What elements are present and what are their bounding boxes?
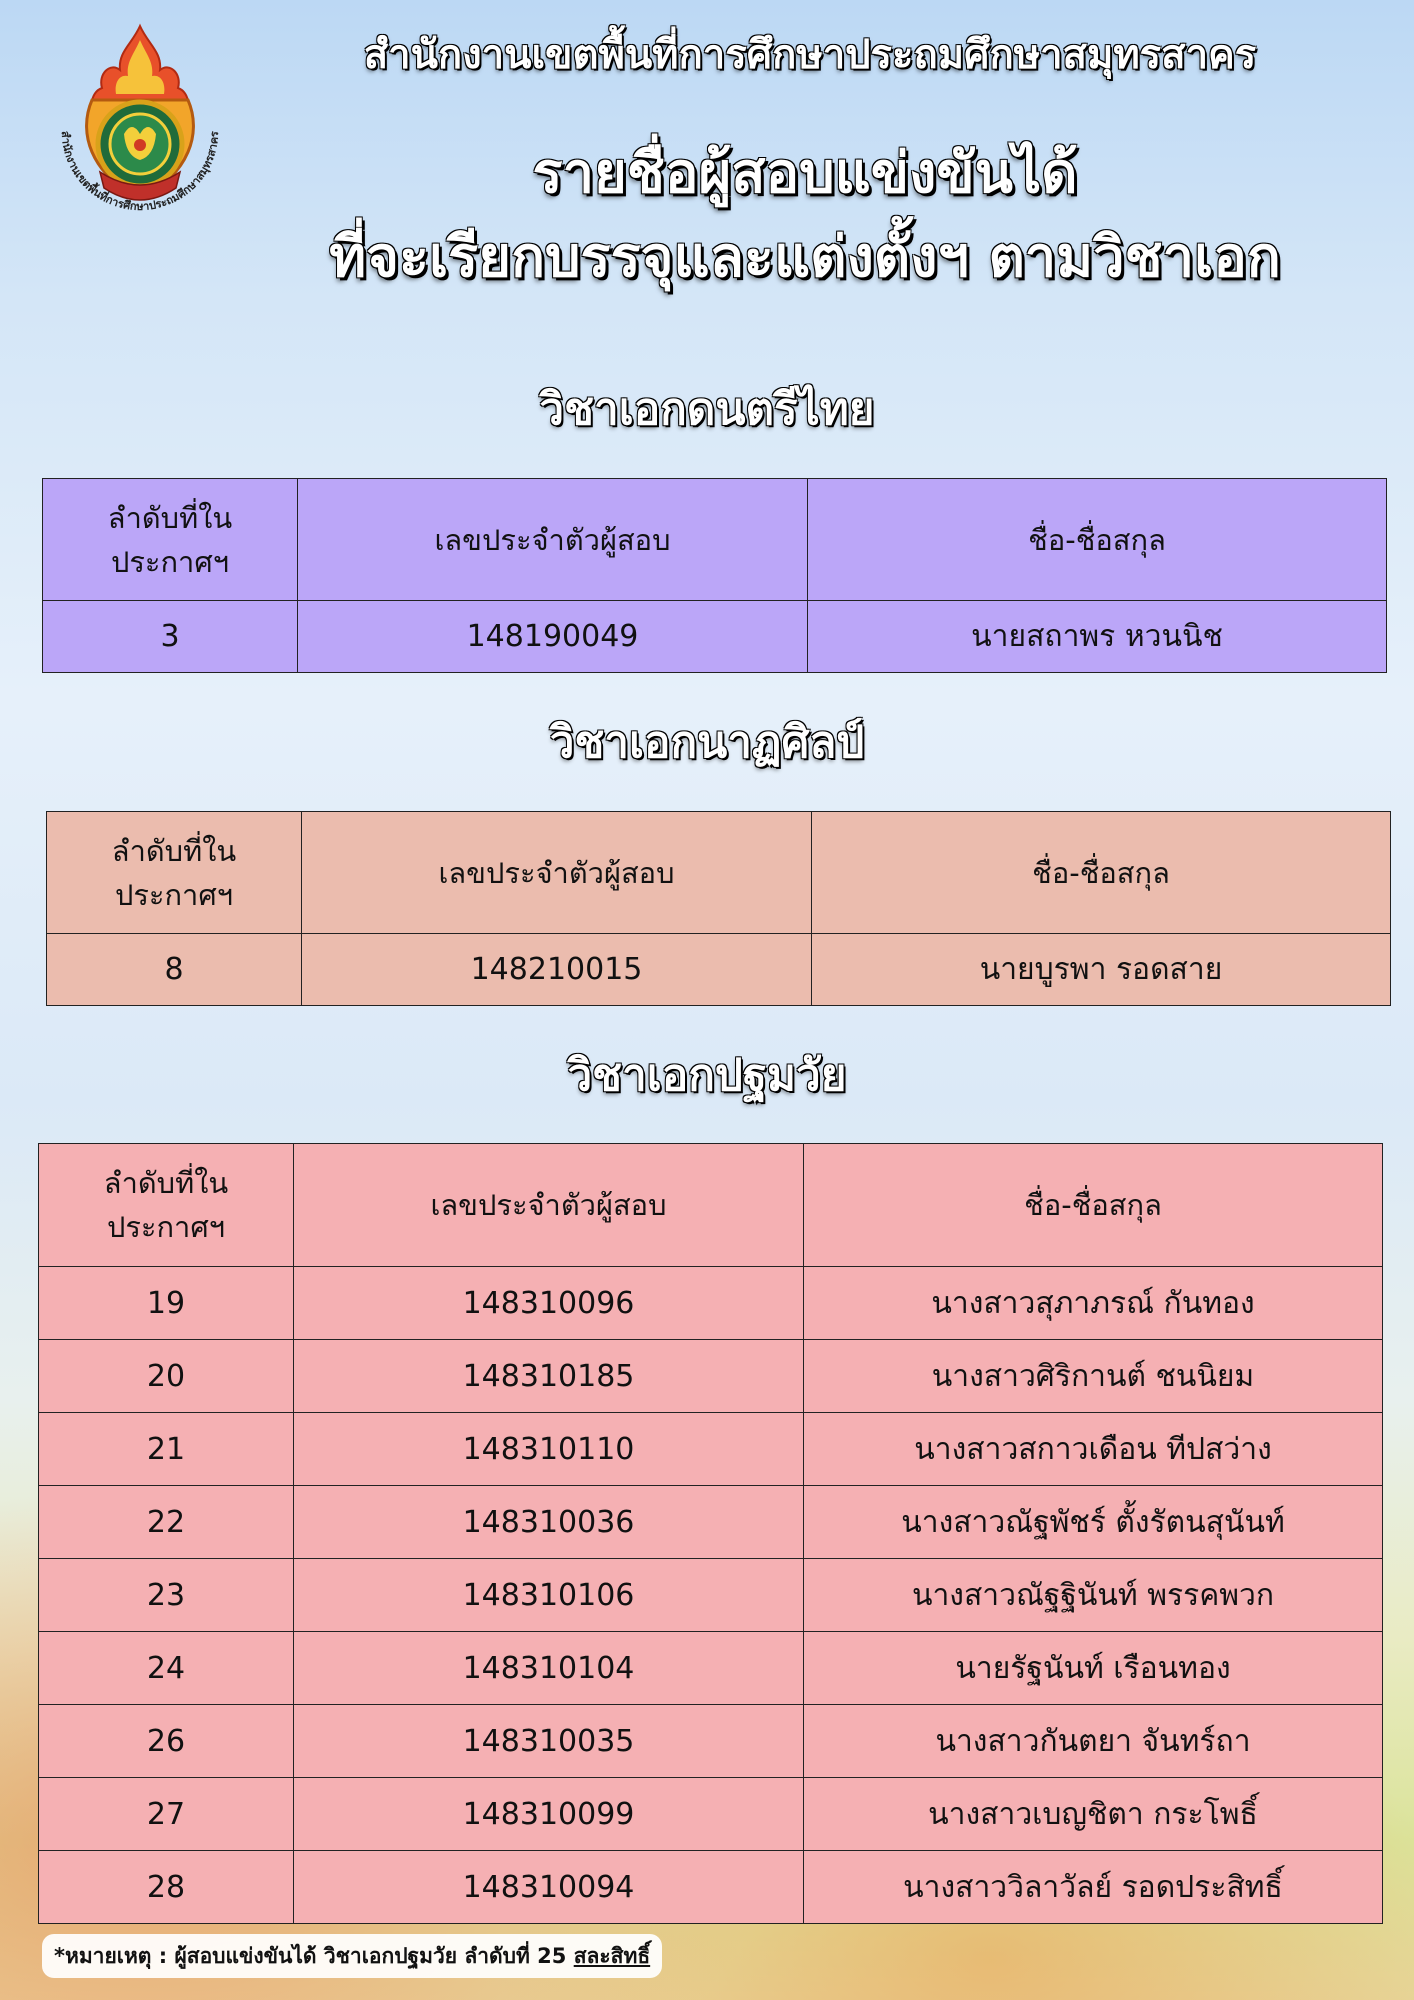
table-header-row: [43, 479, 1387, 601]
footnote: [42, 1934, 662, 1978]
table-header-row: [47, 812, 1391, 934]
name-cell: นางสาวกันตยา จันทร์ถา: [804, 1705, 1383, 1778]
id-cell: 148310110: [294, 1413, 804, 1486]
table-header-row: [39, 1144, 1383, 1267]
section-heading-thai-music: วิชาเอกดนตรีไทย: [539, 384, 875, 435]
column-header-order-line-2: ประกาศฯ: [114, 877, 234, 912]
table-row: [39, 1413, 1383, 1486]
id-cell: 148310185: [294, 1340, 804, 1413]
page-title: [220, 132, 1390, 300]
table-row: [39, 1778, 1383, 1851]
id-cell: 148310036: [294, 1486, 804, 1559]
table-row: [43, 601, 1387, 673]
name-cell: นางสาวเบญชิตา กระโพธิ์: [804, 1778, 1383, 1851]
order-cell: 19: [39, 1267, 294, 1340]
footnote-underlined: สละสิทธิ์: [573, 1944, 651, 1968]
id-cell: 148310106: [294, 1559, 804, 1632]
column-header-order-line-1: ลำดับที่ใน: [103, 1166, 229, 1200]
column-header-name: ชื่อ-ชื่อสกุล: [804, 1144, 1383, 1267]
id-cell: 148310094: [294, 1851, 804, 1924]
name-cell: นางสาวณัฐพัชร์ ตั้งรัตนสุนันท์: [804, 1486, 1383, 1559]
table-row: [39, 1705, 1383, 1778]
column-header-order: [43, 479, 298, 601]
column-header-order-line-2: ประกาศฯ: [110, 544, 230, 579]
name-cell: นางสาวสกาวเดือน ทีปสว่าง: [804, 1413, 1383, 1486]
name-cell: นายสถาพร หวนนิช: [808, 601, 1387, 673]
column-header-order: [39, 1144, 294, 1267]
column-header-id: เลขประจำตัวผู้สอบ: [302, 812, 812, 934]
order-cell: 3: [43, 601, 298, 673]
table-row: [39, 1559, 1383, 1632]
column-header-order-line-2: ประกาศฯ: [106, 1210, 226, 1244]
table-row: [39, 1340, 1383, 1413]
name-cell: นางสาวสุภาภรณ์ กันทอง: [804, 1267, 1383, 1340]
name-cell: นายบูรพา รอดสาย: [812, 934, 1391, 1006]
table-row: [39, 1486, 1383, 1559]
name-cell: นางสาวณัฐฐินันท์ พรรคพวก: [804, 1559, 1383, 1632]
order-cell: 20: [39, 1340, 294, 1413]
column-header-name: ชื่อ-ชื่อสกุล: [812, 812, 1391, 934]
page-title-line-2: ที่จะเรียกบรรจุและแต่งตั้งฯ ตามวิชาเอก: [329, 225, 1281, 290]
table-row: [39, 1632, 1383, 1705]
id-cell: 148310104: [294, 1632, 804, 1705]
order-cell: 8: [47, 934, 302, 1006]
order-cell: 22: [39, 1486, 294, 1559]
id-cell: 148210015: [302, 934, 812, 1006]
column-header-order-line-1: ลำดับที่ใน: [111, 833, 237, 868]
order-cell: 24: [39, 1632, 294, 1705]
thai-dance-table: [46, 811, 1391, 1006]
name-cell: นางสาววิลาวัลย์ รอดประสิทธิ์: [804, 1851, 1383, 1924]
page-title-line-1: รายชื่อผู้สอบแข่งขันได้: [532, 141, 1078, 206]
thai-music-table: [42, 478, 1387, 673]
early-childhood-table: [38, 1143, 1383, 1924]
table-row: [47, 934, 1391, 1006]
column-header-name: ชื่อ-ชื่อสกุล: [808, 479, 1387, 601]
order-cell: 21: [39, 1413, 294, 1486]
logo-text: สำนักงานเขตพื้นที่การศึกษาประถมศึกษาสมุทรสาคร: [58, 130, 222, 214]
column-header-id: เลขประจำตัวผู้สอบ: [294, 1144, 804, 1267]
id-cell: 148310099: [294, 1778, 804, 1851]
order-cell: 23: [39, 1559, 294, 1632]
name-cell: นายรัฐนันท์ เรือนทอง: [804, 1632, 1383, 1705]
section-heading-early-childhood: วิชาเอกปฐมวัย: [567, 1050, 847, 1101]
id-cell: 148310096: [294, 1267, 804, 1340]
order-cell: 26: [39, 1705, 294, 1778]
column-header-order: [47, 812, 302, 934]
column-header-order-line-1: ลำดับที่ใน: [107, 500, 233, 535]
section-heading-thai-dance: วิชาเอกนาฏศิลป์: [549, 717, 865, 768]
table-row: [39, 1851, 1383, 1924]
order-cell: 27: [39, 1778, 294, 1851]
order-cell: 28: [39, 1851, 294, 1924]
footnote-text: *หมายเหตุ : ผู้สอบแข่งขันได้ วิชาเอกปฐมวัย ลำดับที่ 25: [54, 1944, 574, 1968]
table-row: [39, 1267, 1383, 1340]
column-header-id: เลขประจำตัวผู้สอบ: [298, 479, 808, 601]
id-cell: 148310035: [294, 1705, 804, 1778]
obec-emblem-logo: [40, 22, 240, 232]
name-cell: นางสาวศิริกานต์ ชนนิยม: [804, 1340, 1383, 1413]
id-cell: 148190049: [298, 601, 808, 673]
office-title: สำนักงานเขตพื้นที่การศึกษาประถมศึกษาสมุทรสาคร: [363, 32, 1257, 78]
